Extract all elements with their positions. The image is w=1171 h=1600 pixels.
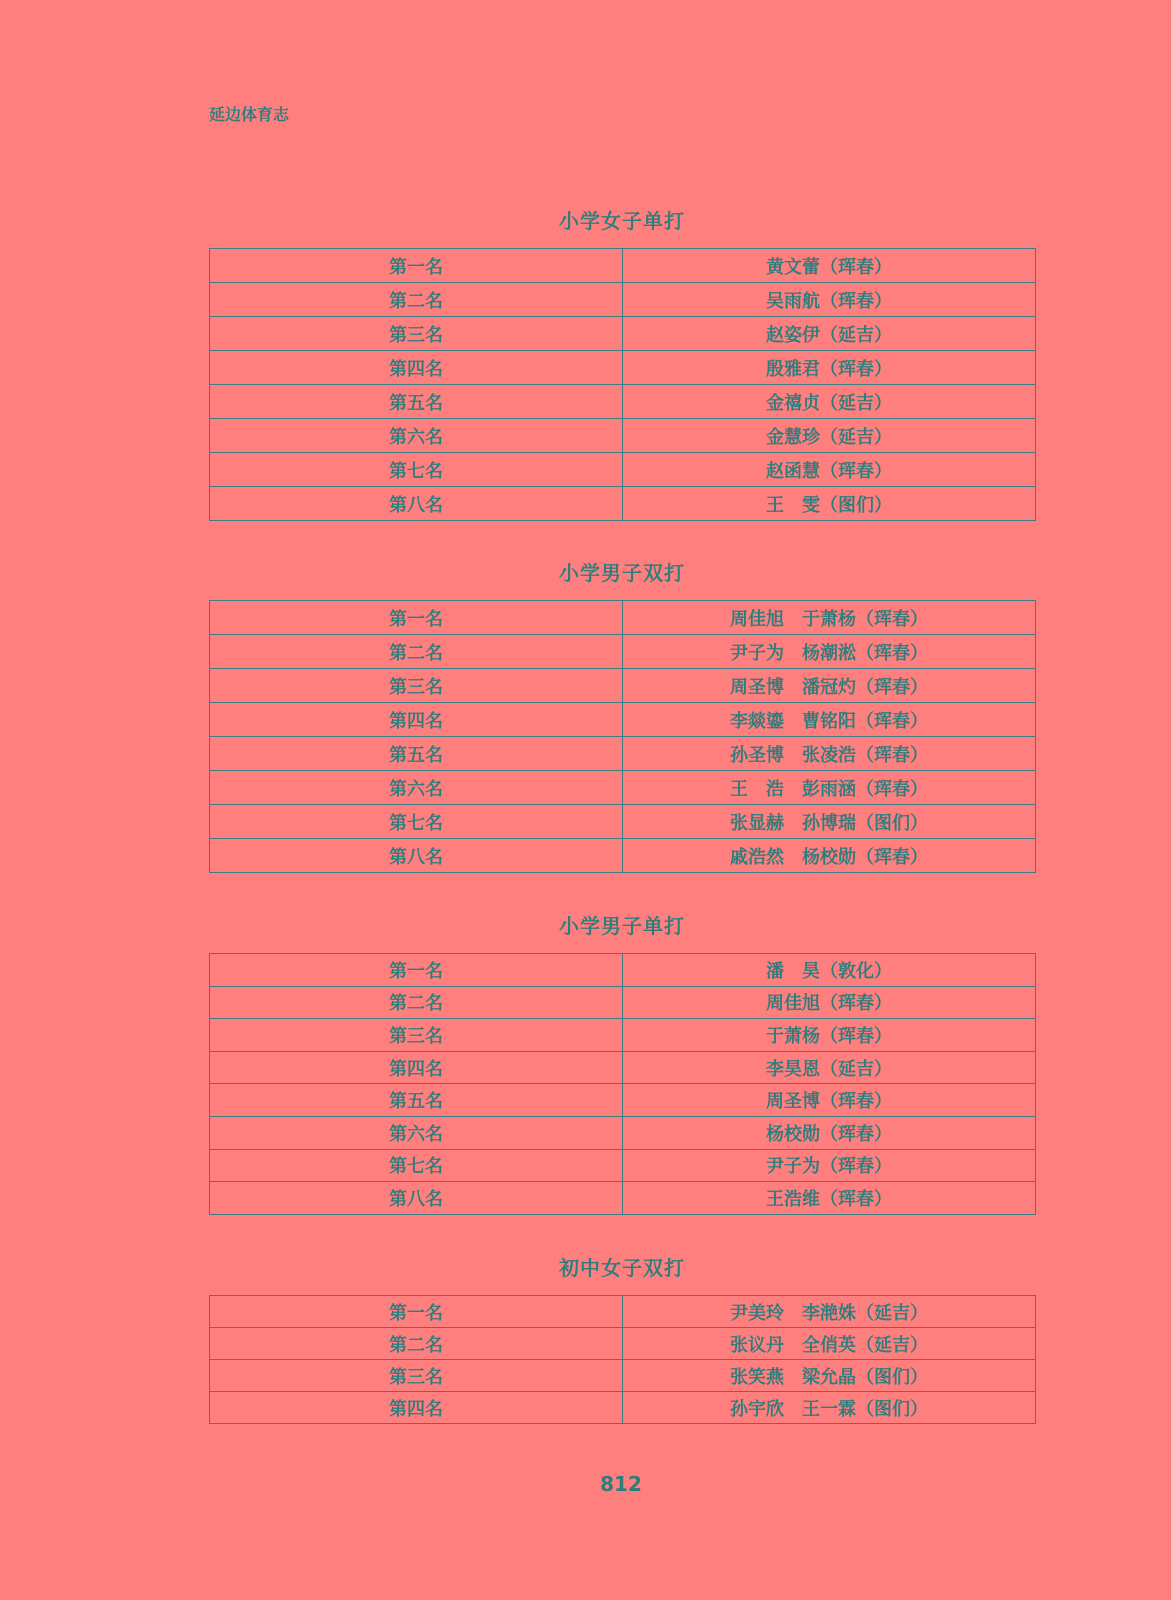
rank-cell: 第三名 [210, 1360, 623, 1392]
player-cell: 赵函慧（珲春） [623, 453, 1036, 487]
table-row [210, 839, 1036, 873]
table-row [210, 1296, 1036, 1328]
rank-cell: 第三名 [210, 669, 623, 703]
table-row [210, 1392, 1036, 1424]
table-row [210, 1019, 1036, 1052]
player-cell: 王浩维（珲春） [623, 1182, 1036, 1215]
rank-cell: 第五名 [210, 385, 623, 419]
page-number: 812 [600, 1472, 642, 1496]
table-row [210, 703, 1036, 737]
table-row [210, 1051, 1036, 1084]
player-cell: 张显赫 孙博瑞（图们） [623, 805, 1036, 839]
table-row [210, 669, 1036, 703]
rank-cell: 第一名 [210, 249, 623, 283]
rank-cell: 第一名 [210, 1296, 623, 1328]
rank-cell: 第五名 [210, 737, 623, 771]
table-row [210, 954, 1036, 987]
rank-cell: 第五名 [210, 1084, 623, 1117]
section-title-primary-boys-singles: 小学男子单打 [559, 914, 685, 938]
table-row [210, 635, 1036, 669]
table-row [210, 419, 1036, 453]
rank-cell: 第八名 [210, 839, 623, 873]
player-cell: 孙圣博 张凌浩（珲春） [623, 737, 1036, 771]
table-row [210, 249, 1036, 283]
table-row [210, 487, 1036, 521]
table-row [210, 1116, 1036, 1149]
player-cell: 李燚鎏 曹铭阳（珲春） [623, 703, 1036, 737]
rank-cell: 第二名 [210, 1328, 623, 1360]
rank-cell: 第二名 [210, 635, 623, 669]
player-cell: 尹美玲 李滟姝（延吉） [623, 1296, 1036, 1328]
player-cell: 金禧贞（延吉） [623, 385, 1036, 419]
rank-cell: 第七名 [210, 1149, 623, 1182]
rank-cell: 第四名 [210, 351, 623, 385]
player-cell: 尹子为 杨潮淞（珲春） [623, 635, 1036, 669]
player-cell: 尹子为（珲春） [623, 1149, 1036, 1182]
table-row [210, 986, 1036, 1019]
table-row [210, 1360, 1036, 1392]
table-row [210, 453, 1036, 487]
rank-cell: 第八名 [210, 1182, 623, 1215]
section-title-primary-boys-doubles: 小学男子双打 [559, 561, 685, 585]
results-table-primary-boys-singles [209, 953, 1036, 1215]
rank-cell: 第六名 [210, 771, 623, 805]
player-cell: 张笑燕 梁允晶（图们） [623, 1360, 1036, 1392]
table-row [210, 283, 1036, 317]
player-cell: 杨校勋（珲春） [623, 1116, 1036, 1149]
player-cell: 吴雨航（珲春） [623, 283, 1036, 317]
rank-cell: 第四名 [210, 1051, 623, 1084]
table-row [210, 805, 1036, 839]
table-row [210, 385, 1036, 419]
player-cell: 李昊恩（延吉） [623, 1051, 1036, 1084]
player-cell: 王 浩 彭雨涵（珲春） [623, 771, 1036, 805]
results-table-junior-girls-doubles [209, 1295, 1036, 1424]
rank-cell: 第二名 [210, 986, 623, 1019]
rank-cell: 第七名 [210, 805, 623, 839]
player-cell: 孙宇欣 王一霖（图们） [623, 1392, 1036, 1424]
running-head: 延边体育志 [209, 105, 290, 124]
results-table-primary-boys-doubles [209, 600, 1036, 873]
rank-cell: 第六名 [210, 419, 623, 453]
player-cell: 周圣博 潘冠灼（珲春） [623, 669, 1036, 703]
rank-cell: 第四名 [210, 1392, 623, 1424]
table-row [210, 1084, 1036, 1117]
table-row [210, 317, 1036, 351]
player-cell: 周佳旭 于萧杨（珲春） [623, 601, 1036, 635]
rank-cell: 第七名 [210, 453, 623, 487]
player-cell: 于萧杨（珲春） [623, 1019, 1036, 1052]
section-title-primary-girls-singles: 小学女子单打 [559, 209, 685, 233]
table-row [210, 1149, 1036, 1182]
player-cell: 黄文蕾（珲春） [623, 249, 1036, 283]
player-cell: 潘 昊（敦化） [623, 954, 1036, 987]
rank-cell: 第四名 [210, 703, 623, 737]
player-cell: 王 雯（图们） [623, 487, 1036, 521]
table-row [210, 601, 1036, 635]
table-row [210, 1182, 1036, 1215]
rank-cell: 第六名 [210, 1116, 623, 1149]
rank-cell: 第一名 [210, 601, 623, 635]
rank-cell: 第一名 [210, 954, 623, 987]
rank-cell: 第八名 [210, 487, 623, 521]
results-table-primary-girls-singles [209, 248, 1036, 521]
table-row [210, 771, 1036, 805]
player-cell: 金慧珍（延吉） [623, 419, 1036, 453]
table-row [210, 351, 1036, 385]
player-cell: 周圣博（珲春） [623, 1084, 1036, 1117]
player-cell: 周佳旭（珲春） [623, 986, 1036, 1019]
table-row [210, 1328, 1036, 1360]
player-cell: 殷雅君（珲春） [623, 351, 1036, 385]
player-cell: 张议丹 全俏英（延吉） [623, 1328, 1036, 1360]
rank-cell: 第二名 [210, 283, 623, 317]
table-row [210, 737, 1036, 771]
section-title-junior-girls-doubles: 初中女子双打 [559, 1256, 685, 1280]
rank-cell: 第三名 [210, 1019, 623, 1052]
rank-cell: 第三名 [210, 317, 623, 351]
player-cell: 戚浩然 杨校勋（珲春） [623, 839, 1036, 873]
player-cell: 赵姿伊（延吉） [623, 317, 1036, 351]
